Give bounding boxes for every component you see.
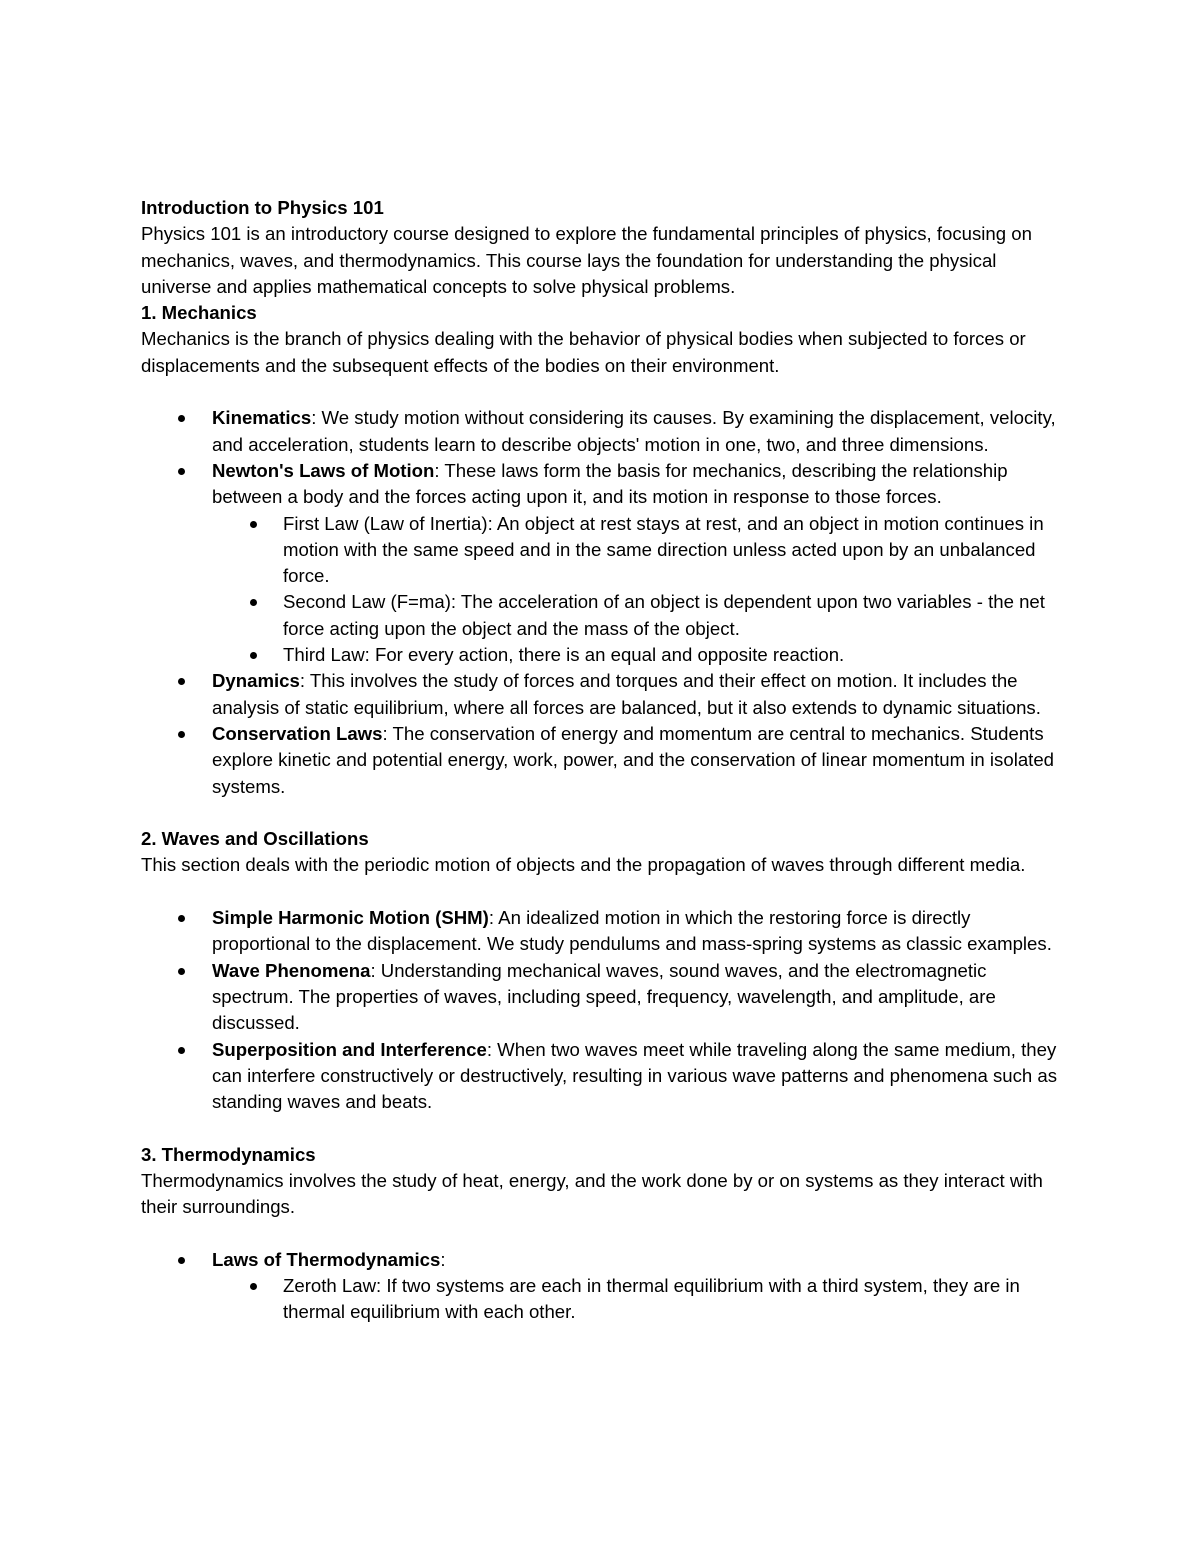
section-description-thermodynamics: Thermodynamics involves the study of heat, energy, and the work done by or on systems as they interact with their surroundings.: [141, 1169, 1043, 1218]
sub-item-zeroth-law: Zeroth Law: If two systems are each in thermal equilibrium with a third system, they are in thermal equilibrium with each other.: [212, 1273, 1061, 1326]
blank-line: [141, 879, 1061, 905]
intro-paragraph: Physics 101 is an introductory course designed to explore the fundamental principles of physics, focusing on mechanics, waves, and thermodynamics. This course lays the foundation for understanding the physical universe and applies mathematical concepts to solve physical problems.: [141, 223, 1032, 297]
item-text: : Understanding mechanical waves, sound waves, and the electromagnetic spectrum. The properties of waves, including speed, frequency, wavelength, and amplitude, are discussed.: [212, 959, 996, 1034]
list-item-dynamics: [141, 668, 1061, 721]
item-text: : This involves the study of forces and torques and their effect on motion. It includes the analysis of static equilibrium, where all forces are balanced, but it also extends to dynamic situations.: [212, 670, 1041, 718]
document-page: [141, 195, 1061, 1326]
section-description-mechanics: Mechanics is the branch of physics dealing with the behavior of physical bodies when subjected to forces or displacements and the subsequent effects of the bodies on their environment.: [141, 328, 1026, 376]
section-heading-waves: 2. Waves and Oscillations: [141, 828, 369, 850]
term-kinematics: Kinematics: [212, 407, 312, 429]
list-item-laws-of-thermodynamics: [141, 1247, 1061, 1326]
bullet-list-waves: [141, 905, 1061, 1115]
list-item-kinematics: [141, 405, 1061, 458]
section-heading-thermodynamics: 3. Thermodynamics: [141, 1143, 316, 1165]
list-item-shm: [141, 905, 1061, 958]
sub-item-first-law: First Law (Law of Inertia): An object at rest stays at rest, and an object in motion continues in motion with the same speed and in the same direction unless acted upon by an unbalanced force.: [212, 511, 1061, 590]
section-description-waves: This section deals with the periodic motion of objects and the propagation of waves through different media.: [141, 854, 1026, 876]
section-heading-mechanics: 1. Mechanics: [141, 302, 257, 324]
list-item-wave-phenomena: [141, 958, 1061, 1037]
sub-list-thermodynamics-laws: [212, 1273, 1061, 1326]
term-dynamics: Dynamics: [212, 670, 300, 692]
blank-line: [141, 800, 1061, 826]
blank-line: [141, 379, 1061, 405]
item-text: : These laws form the basis for mechanics, describing the relationship between a body and the forces acting upon it, and its motion in response to those forces.: [212, 459, 1008, 508]
sub-item-third-law: Third Law: For every action, there is an equal and opposite reaction.: [212, 642, 1061, 668]
bullet-list-mechanics: [141, 405, 1061, 799]
list-item-conservation-laws: [141, 721, 1061, 800]
document-title: Introduction to Physics 101: [141, 197, 384, 218]
term-shm: Simple Harmonic Motion (SHM): [212, 907, 489, 929]
item-text: :: [440, 1248, 446, 1270]
term-laws-of-thermodynamics: Laws of Thermodynamics: [212, 1248, 441, 1270]
item-text: : We study motion without considering its causes. By examining the displacement, velocity, and acceleration, students learn to describe objects' motion in one, two, and three dimensions.: [212, 407, 1056, 455]
item-text: : An idealized motion in which the restoring force is directly proportional to the displacement. We study pendulums and mass-spring systems as classic examples.: [212, 907, 1052, 955]
sub-list-newtons-laws: [212, 511, 1061, 669]
term-wave-phenomena: Wave Phenomena: [212, 959, 371, 981]
blank-line: [141, 1115, 1061, 1141]
list-item-superposition: [141, 1037, 1061, 1116]
list-item-newtons-laws: [141, 458, 1061, 668]
term-superposition: Superposition and Interference: [212, 1038, 487, 1060]
term-newtons-laws: Newton's Laws of Motion: [212, 459, 435, 481]
item-text: : When two waves meet while traveling along the same medium, they can interfere constructively or destructively, resulting in various wave patterns and phenomena such as standing waves and beats.: [212, 1038, 1058, 1113]
term-conservation-laws: Conservation Laws: [212, 722, 383, 744]
blank-line: [141, 1221, 1061, 1247]
sub-item-second-law: Second Law (F=ma): The acceleration of an object is dependent upon two variables - the net force acting upon the object and the mass of the object.: [212, 589, 1061, 642]
item-text: : The conservation of energy and momentum are central to mechanics. Students explore kinetic and potential energy, work, power, and the conservation of linear momentum in isolated systems.: [212, 722, 1055, 797]
bullet-list-thermodynamics: [141, 1247, 1061, 1326]
